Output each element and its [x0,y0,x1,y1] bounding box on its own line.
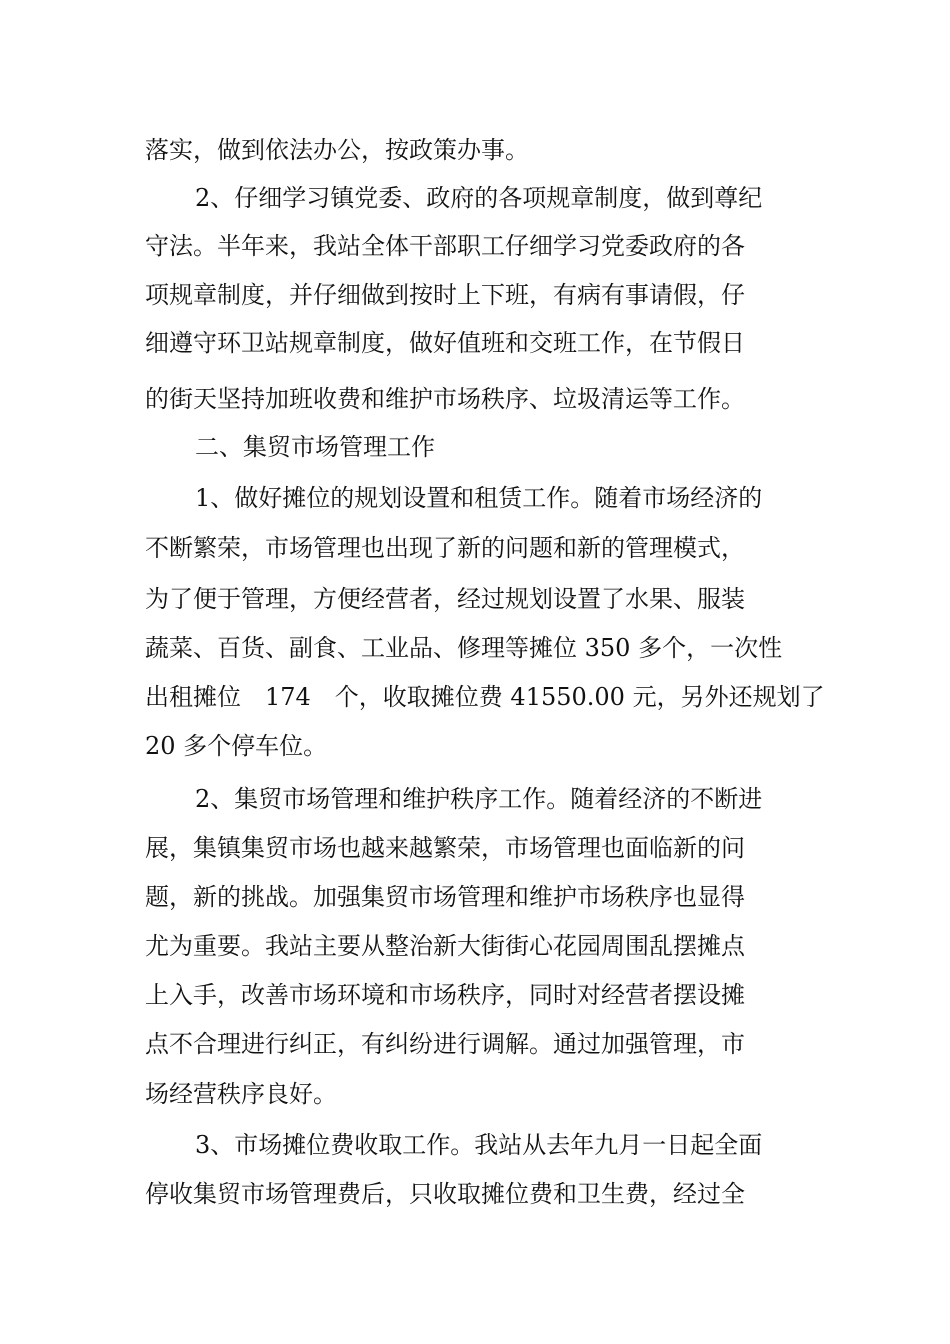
text-line: 题，新的挑战。加强集贸市场管理和维护市场秩序也显得 [145,883,745,911]
text-line: 2、集贸市场管理和维护秩序工作。随着经济的不断进 [195,785,763,813]
text-line: 为了便于管理，方便经营者，经过规划设置了水果、服装 [145,585,745,613]
text-line: 蔬菜、百货、副食、工业品、修理等摊位 350 多个，一次性 [145,634,783,662]
text-line: 停收集贸市场管理费后，只收取摊位费和卫生费，经过全 [145,1180,745,1208]
text-line: 20 多个停车位。 [145,732,328,760]
text-line: 尤为重要。我站主要从整治新大街街心花园周围乱摆摊点 [145,932,745,960]
text-line: 出租摊位 174 个，收取摊位费 41550.00 元，另外还规划了 [145,683,825,711]
text-line: 项规章制度，并仔细做到按时上下班，有病有事请假，仔 [145,281,745,309]
text-line: 场经营秩序良好。 [145,1080,337,1108]
text-line: 的街天坚持加班收费和维护市场秩序、垃圾清运等工作。 [145,385,745,413]
text-line: 3、市场摊位费收取工作。我站从去年九月一日起全面 [195,1131,763,1159]
text-line: 点不合理进行纠正，有纠纷进行调解。通过加强管理，市 [145,1030,745,1058]
text-line: 上入手，改善市场环境和市场秩序，同时对经营者摆设摊 [145,981,745,1009]
text-line: 不断繁荣，市场管理也出现了新的问题和新的管理模式， [145,534,745,562]
text-line: 展，集镇集贸市场也越来越繁荣，市场管理也面临新的问 [145,834,745,862]
text-line: 细遵守环卫站规章制度，做好值班和交班工作，在节假日 [145,329,745,357]
text-line: 2、仔细学习镇党委、政府的各项规章制度，做到尊纪 [195,184,763,212]
text-line: 1、做好摊位的规划设置和租赁工作。随着市场经济的 [195,484,763,512]
section-heading: 二、集贸市场管理工作 [195,433,435,461]
text-line: 落实，做到依法办公，按政策办事。 [145,136,529,164]
text-line: 守法。半年来，我站全体干部职工仔细学习党委政府的各 [145,232,745,260]
